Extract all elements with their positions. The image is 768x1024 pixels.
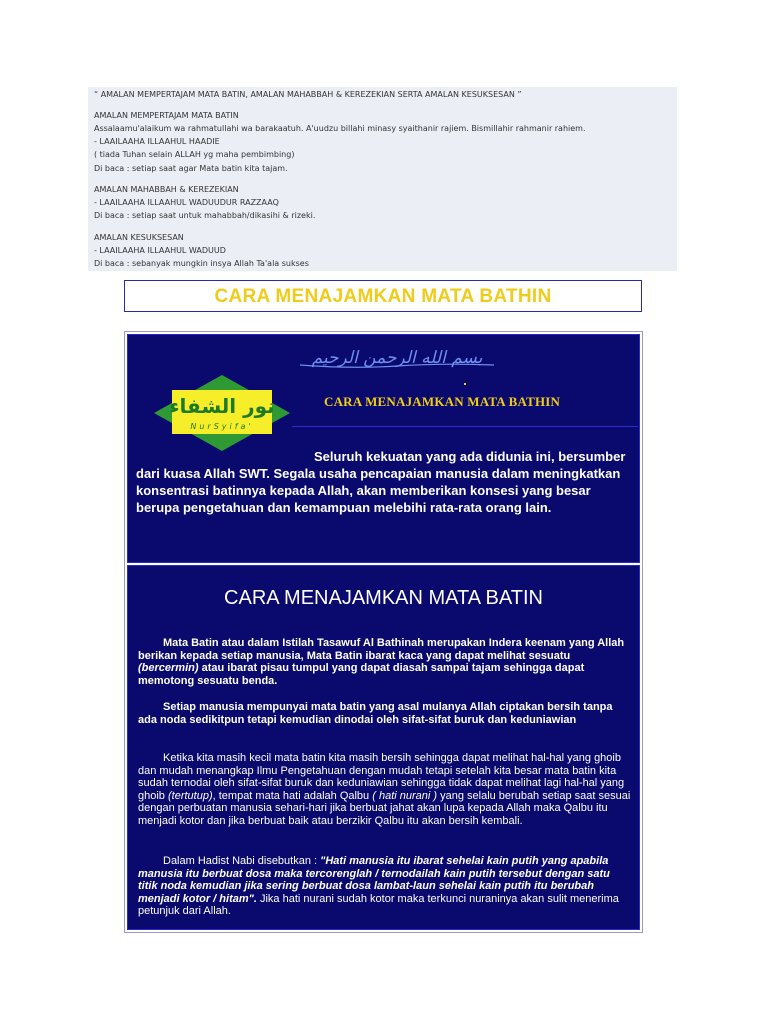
amalan-line: ( tiada Tuhan selain ALLAH yg maha pembimbing): [94, 150, 295, 159]
intro-paragraph: [136, 448, 636, 516]
article-title: CARA MENAJAMKAN MATA BATIN: [224, 587, 543, 609]
amalan-line: AMALAN MAHABBAH & KEREZEKIAN: [94, 185, 239, 194]
amalan-line: Di baca : setiap saat agar Mata batin kita tajam.: [94, 164, 288, 173]
article-panel: [127, 565, 640, 930]
amalan-line: - LAAILAAHA ILLAAHUL WADUUDUR RAZZAAQ: [94, 198, 279, 207]
amalan-line: Di baca : setiap saat untuk mahabbah/dikasihi & rizeki.: [94, 211, 316, 220]
amalan-heading: “ AMALAN MEMPERTAJAM MATA BATIN, AMALAN MAHABBAH & KEREZEKIAN SERTA AMALAN KESUKSESAN ”: [94, 90, 522, 99]
decorative-dot: [464, 383, 466, 385]
logo-arabic-text: نور الشفاء: [169, 394, 275, 418]
amalan-line: AMALAN MEMPERTAJAM MATA BATIN: [94, 111, 239, 120]
page-title: CARA MENAJAMKAN MATA BATHIN: [214, 286, 552, 307]
bismillah-calligraphy: [292, 339, 502, 373]
logo-latin-text: NurSyifa': [190, 422, 254, 431]
amalan-line: AMALAN KESUKSESAN: [94, 233, 184, 242]
intro-first-line: Seluruh kekuatan yang ada didunia ini,: [314, 449, 555, 464]
nursyifa-logo: [152, 373, 292, 453]
bismillah-text: بسم الله الرحمن الرحيم: [311, 348, 483, 368]
amalan-line: - LAAILAAHA ILLAAHUL HAADIE: [94, 137, 220, 146]
paragraph-mata-batin: Mata Batin atau dalam Istilah Tasawuf Al Bathinah merupakan Indera keenam yang Allah berikan kepada setiap manusia, Mata Batin ibarat kaca yang dapat melihat sesuatu (bercermin) atau ibarat pisau tumpul yang dapat diasah sampai tajam sehingga dapat memotong sesuatu benda.: [138, 637, 625, 687]
amalan-line: - LAAILAAHA ILLAAHUL WADUUD: [94, 246, 226, 255]
intro-rest: bersumber dari kuasa Allah SWT. Segala usaha pencapaian manusia dalam meningkatkan konsentrasi batinnya kepada Allah, akan memberikan konsesi yang besar berupa pengetahuan dan kemampuan melebihi rata-rata orang lain.: [136, 449, 626, 515]
header-divider: [292, 426, 638, 427]
title-box: [124, 280, 642, 312]
paragraph-setiap-manusia: Setiap manusia mempunyai mata batin yang asal mulanya Allah ciptakan bersih tanpa ada noda sedikitpun tetapi kemudian dinodai oleh sifat-sifat buruk dan keduniawian: [138, 701, 613, 726]
paragraph-ketika-kecil: Ketika kita masih kecil mata batin kita masih bersih sehingga dapat melihat hal-hal yang ghoib dan mudah menangkap Ilmu Pengetahuan dengan mudah tetapi setelah kita besar mata batin kita sudah ternodai oleh sifat-sifat buruk dan keduniawian sehingga tidak dapat melihat lagi hal-hal yang ghoib (tertutup), tempat mata hati adalah Qalbu ( hati nurani ) yang selalu berubah setiap saat sesuai dengan perbuatan manusia sehari-hari jika berbuat jahat akan lupa kepada Allah maka Qalbu itu menjadi kotor dan jika berbuat baik atau berzikir Qalbu itu akan bersih kembali.: [138, 752, 631, 827]
panel-header-title: CARA MENAJAMKAN MATA BATHIN: [324, 394, 561, 409]
amalan-line: Di baca : sebanyak mungkin insya Allah Ta'ala sukses: [94, 259, 309, 268]
article-frame: [124, 331, 643, 933]
intro-panel: [127, 334, 640, 563]
amalan-text-box: [88, 87, 677, 271]
amalan-line: Assalaamu'alaikum wa rahmatullahi wa barakaatuh. A'uudzu billahi minasy syaithanir rajiem. Bismillahir rahmanir rahiem.: [94, 124, 586, 133]
paragraph-hadist: Dalam Hadist Nabi disebutkan : "Hati manusia itu ibarat sehelai kain putih yang apabila manusia itu berbuat dosa maka tercorenglah / ternodailah kain putih tersebut dengan satu titik noda kemudian jika sering berbuat dosa lambat-laun sehelai kain putih itu berubah menjadi kotor / hitam". Jika hati nurani sudah kotor maka terkunci nuraninya akan sulit menerima petunjuk dari Allah.: [138, 855, 619, 917]
